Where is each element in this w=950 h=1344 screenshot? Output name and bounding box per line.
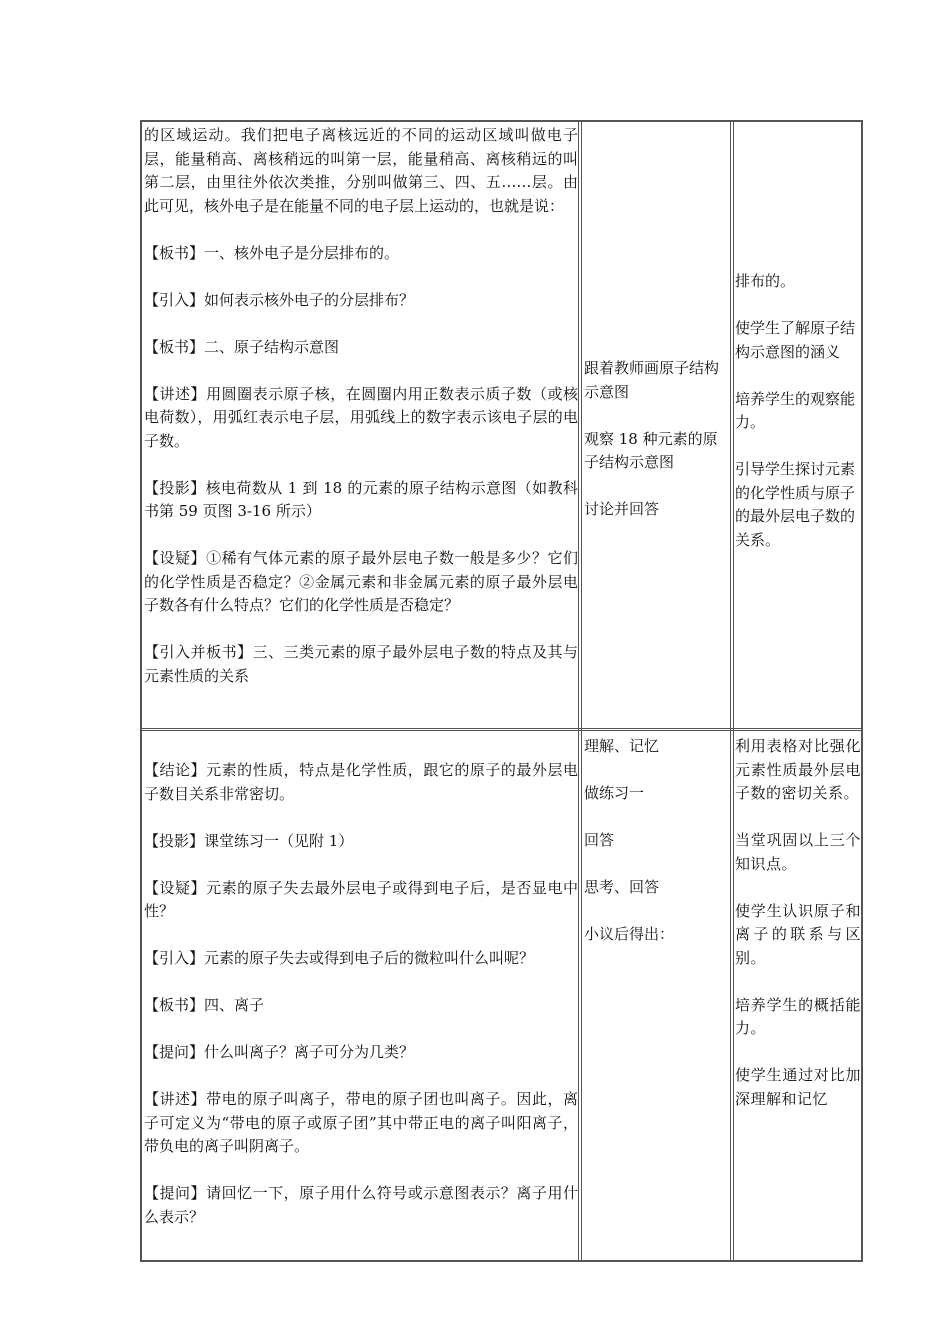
column-divider-1: [578, 122, 582, 1260]
teacher-text: 【投影】课堂练习一（见附 1）: [144, 831, 354, 850]
row2-design-intent-cell: [735, 735, 861, 1111]
teacher-text: 【引入】元素的原子失去或得到电子后的微粒叫什么叫呢？: [144, 949, 535, 967]
row2-teacher-activity-cell: [144, 759, 578, 1229]
intent-text: 利用表格对比强化元素性质最外层电子数的密切关系。: [735, 737, 861, 802]
student-text: 做练习一: [584, 784, 645, 802]
row1-design-intent-cell: [735, 270, 861, 552]
intent-text: 培养学生的观察能力。: [735, 389, 856, 431]
teacher-text: 【提问】请回忆一下，原子用什么符号或示意图表示？离子用什么表示？: [144, 1184, 578, 1226]
teacher-text: 【设疑】元素的原子失去最外层电子或得到电子后，是否显电中性？: [144, 878, 578, 920]
intent-text: 使学生通过对比加深理解和记忆: [735, 1066, 861, 1108]
intent-text: 当堂巩固以上三个知识点。: [735, 831, 861, 873]
teacher-text: 【投影】核电荷数从 1 到 18 的元素的原子结构示意图（如教科书第 59 页图 3-16 所示）: [144, 478, 578, 520]
lesson-plan-table: [140, 120, 863, 1262]
student-text: 理解、记忆: [584, 737, 660, 755]
row-divider: [142, 728, 861, 731]
column-divider-2: [730, 122, 734, 1260]
student-text: 小议后得出：: [584, 925, 675, 943]
teacher-text: 【引入并板书】三、三类元素的原子最外层电子数的特点及其与元素性质的关系: [144, 643, 578, 685]
student-text: 思考、回答: [584, 878, 660, 896]
student-text: 回答: [584, 831, 615, 849]
teacher-text: 【板书】二、原子结构示意图: [144, 337, 340, 356]
teacher-text: 【讲述】带电的原子叫离子，带电的原子团也叫离子。因此，离子可定义为“带电的原子或原子团”其中带正电的离子叫阳离子，带负电的离子叫阴离子。: [144, 1090, 578, 1155]
teacher-text: 【结论】元素的性质，特点是化学性质，跟它的原子的最外层电子数目关系非常密切。: [144, 761, 578, 803]
student-text: 讨论并回答: [584, 500, 660, 518]
intent-text: 使学生认识原子和离子的联系与区别。: [735, 901, 861, 967]
teacher-text: 【板书】四、离子: [144, 996, 265, 1014]
row1-teacher-activity-cell: [144, 124, 578, 688]
intent-text: 引导学生探讨元素的化学性质与原子的最外层电子数的关系。: [735, 460, 856, 549]
student-text: 观察 18 种元素的原子结构示意图: [584, 429, 718, 471]
intent-text: 使学生了解原子结构示意图的涵义: [735, 319, 856, 361]
teacher-text: 的区域运动。我们把电子离核远近的不同的运动区域叫做电子层，能量稍高、离核稍远的叫第一层，能量稍高、离核稍远的叫第二层，由里往外依次类推，分别叫做第三、四、五……层。由此可见，核外电子是在能量不同的电子层上运动的，也就是说：: [144, 126, 578, 215]
teacher-text: 【引入】如何表示核外电子的分层排布？: [144, 290, 415, 309]
teacher-text: 【设疑】①稀有气体元素的原子最外层电子数一般是多少？它们的化学性质是否稳定？②金属元素和非金属元素的原子最外层电子数各有什么特点？它们的化学性质是否稳定？: [144, 549, 578, 614]
row1-student-activity-cell: [584, 357, 730, 522]
intent-text: 培养学生的概括能力。: [735, 995, 861, 1037]
student-text: 跟着教师画原子结构示意图: [584, 359, 720, 401]
teacher-text: 【讲述】用圆圈表示原子核，在圆圈内用正数表示质子数（或核电荷数），用弧红表示电子层，用弧线上的数字表示该电子层的电子数。: [144, 384, 578, 450]
teacher-text: 【板书】一、核外电子是分层排布的。: [144, 243, 400, 262]
row2-student-activity-cell: [584, 735, 730, 947]
teacher-text: 【提问】什么叫离子？离子可分为几类？: [144, 1043, 415, 1061]
intent-text: 排布的。: [735, 272, 796, 290]
